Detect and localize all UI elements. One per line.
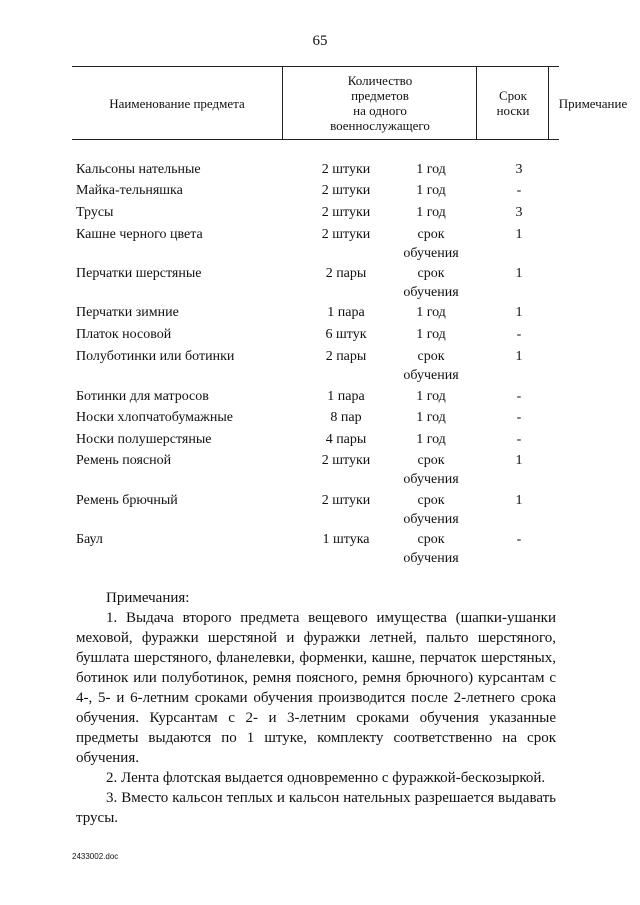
cell-note: -	[516, 183, 522, 198]
header-quantity: Количество предметов на одного военнослужащего	[282, 67, 477, 139]
cell-quantity: 2 штуки	[321, 227, 371, 242]
cell-note: 3	[515, 205, 523, 220]
cell-item-name: Майка-тельняшка	[76, 183, 183, 198]
cell-wear-term: срок обучения	[403, 227, 459, 261]
cell-note: -	[516, 432, 522, 447]
cell-wear-term: 1 год	[416, 162, 446, 177]
cell-wear-term: 1 год	[416, 327, 446, 342]
cell-item-name: Кашне черного цвета	[76, 227, 203, 242]
cell-note: 1	[515, 349, 523, 364]
cell-quantity: 2 штуки	[321, 162, 371, 177]
cell-quantity: 2 штуки	[321, 453, 371, 468]
note-3: 3. Вместо кальсон теплых и кальсон нательных разрешается выдавать трусы.	[76, 790, 556, 826]
header-note: Примечание	[548, 67, 637, 139]
cell-quantity: 8 пар	[330, 410, 362, 425]
cell-quantity: 6 штук	[325, 327, 367, 342]
items-table-header	[72, 66, 628, 140]
header-wear-term: Срок носки	[476, 67, 549, 139]
cell-note: -	[516, 389, 522, 404]
cell-wear-term: 1 год	[416, 410, 446, 425]
cell-quantity: 1 штука	[322, 532, 370, 547]
cell-wear-term: 1 год	[416, 305, 446, 320]
cell-quantity: 1 пара	[327, 305, 365, 320]
cell-item-name: Платок носовой	[76, 327, 172, 342]
cell-note: -	[516, 532, 522, 547]
cell-wear-term: срок обучения	[403, 532, 459, 566]
cell-note: 3	[515, 162, 523, 177]
cell-item-name: Ремень поясной	[76, 453, 172, 468]
cell-quantity: 2 штуки	[321, 205, 371, 220]
cell-wear-term: срок обучения	[403, 493, 459, 527]
note-2: 2. Лента флотская выдается одновременно с фуражкой-бескозыркой.	[106, 770, 546, 786]
notes-section	[76, 588, 556, 828]
cell-wear-term: 1 год	[416, 183, 446, 198]
cell-note: 1	[515, 305, 523, 320]
cell-item-name: Трусы	[76, 205, 114, 220]
cell-quantity: 4 пары	[325, 432, 367, 447]
cell-item-name: Ремень брючный	[76, 493, 178, 508]
cell-wear-term: 1 год	[416, 205, 446, 220]
cell-item-name: Носки хлопчатобумажные	[76, 410, 233, 425]
cell-item-name: Носки полушерстяные	[76, 432, 212, 447]
cell-note: -	[516, 327, 522, 342]
cell-item-name: Баул	[76, 532, 103, 547]
cell-note: 1	[515, 227, 523, 242]
cell-wear-term: срок обучения	[403, 266, 459, 300]
table-header-row	[72, 67, 628, 140]
cell-quantity: 2 штуки	[321, 183, 371, 198]
header-item-name: Наименование предмета	[109, 95, 245, 111]
cell-quantity: 2 пары	[325, 349, 367, 364]
cell-note: -	[516, 410, 522, 425]
cell-quantity: 2 штуки	[321, 493, 371, 508]
cell-item-name: Перчатки шерстяные	[76, 266, 202, 281]
cell-note: 1	[515, 453, 523, 468]
document-filename: 2433002.doc	[72, 852, 119, 861]
cell-item-name: Перчатки зимние	[76, 305, 179, 320]
cell-item-name: Ботинки для матросов	[76, 389, 209, 404]
cell-note: 1	[515, 493, 523, 508]
note-1: 1. Выдача второго предмета вещевого имущества (шапки-ушанки меховой, фуражки шерстяной и фуражки летней, пальто шерстяного, бушлата шерстяного, фланелевки, форменки, кашне, перчаток шерстяных, ботинок или полуботинок, ремня поясного, ремня брючного) курсантам с 4-, 5- и 6-летним сроками обучения производится после 2-летнего срока обучения. Курсантам с 2- и 3-летним сроками обучения указанные предметы выдаются по 1 штуке, комплекту соответственно на срок обучения.	[76, 610, 556, 766]
cell-quantity: 1 пара	[327, 389, 365, 404]
notes-title: Примечания:	[106, 590, 190, 606]
cell-wear-term: 1 год	[416, 389, 446, 404]
cell-item-name: Полуботинки или ботинки	[76, 349, 235, 364]
cell-wear-term: срок обучения	[403, 453, 459, 487]
cell-quantity: 2 пары	[325, 266, 367, 281]
page-number: 65	[312, 33, 328, 49]
cell-wear-term: срок обучения	[403, 349, 459, 383]
cell-wear-term: 1 год	[416, 432, 446, 447]
cell-note: 1	[515, 266, 523, 281]
cell-item-name: Кальсоны нательные	[76, 162, 201, 177]
